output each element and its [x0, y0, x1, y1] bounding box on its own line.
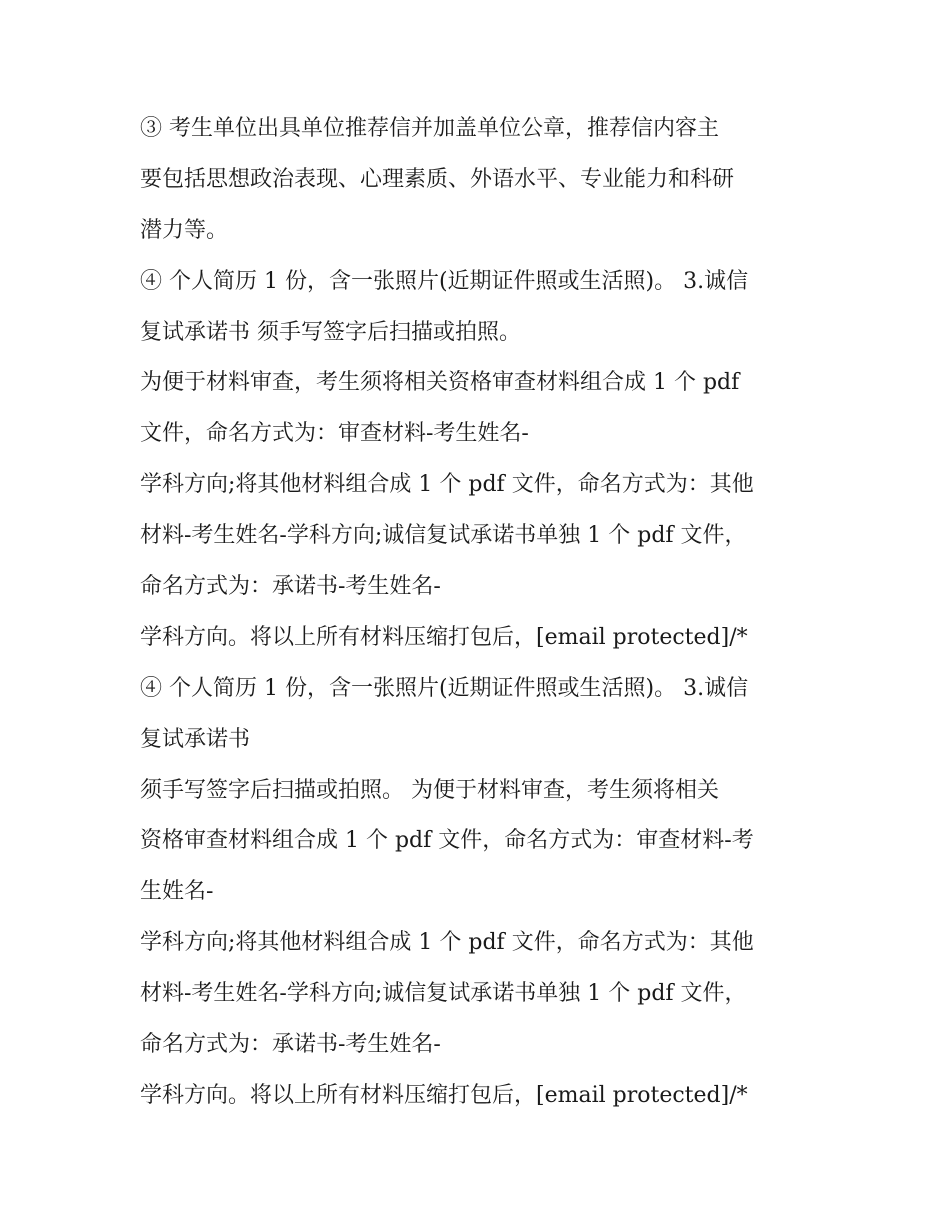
text-line-1: ③ 考生单位出具单位推荐信并加盖单位公章，推荐信内容主	[140, 116, 719, 141]
text-line-18: 材料-考生姓名-学科方向;诚信复试承诺书单独 1 个 pdf 文件，	[140, 981, 747, 1007]
text-line-9: 材料-考生姓名-学科方向;诚信复试承诺书单独 1 个 pdf 文件，	[140, 523, 747, 549]
text-line-2: 要包括思想政治表现、心理素质、外语水平、专业能力和科研	[140, 166, 735, 192]
text-line-5: 复试承诺书 须手写签字后扫描或拍照。	[140, 319, 521, 345]
text-line-7: 文件，命名方式为：审查材料-考生姓名-	[140, 421, 529, 447]
text-line-4: ④ 个人简历 1 份，含一张照片(近期证件照或生活照)。 3.诚信	[140, 268, 749, 294]
text-line-14: 须手写签字后扫描或拍照。 为便于材料审查，考生须将相关	[140, 777, 719, 803]
text-line-11: 学科方向。将以上所有材料压缩打包后，[email protected]/*	[140, 624, 748, 650]
text-line-6: 为便于材料审查，考生须将相关资格审查材料组合成 1 个 pdf	[140, 370, 740, 396]
text-line-13: 复试承诺书	[140, 726, 251, 752]
text-line-3: 潜力等。	[140, 217, 229, 243]
document-body	[140, 104, 820, 1122]
text-line-10: 命名方式为：承诺书-考生姓名-	[140, 574, 441, 600]
text-line-16: 生姓名-	[140, 879, 214, 905]
text-line-12: ④ 个人简历 1 份，含一张照片(近期证件照或生活照)。 3.诚信	[140, 675, 749, 701]
text-line-19: 命名方式为：承诺书-考生姓名-	[140, 1032, 441, 1058]
text-line-8: 学科方向;将其他材料组合成 1 个 pdf 文件，命名方式为：其他	[140, 472, 754, 498]
text-line-17: 学科方向;将其他材料组合成 1 个 pdf 文件，命名方式为：其他	[140, 930, 754, 956]
text-line-15: 资格审查材料组合成 1 个 pdf 文件，命名方式为：审查材料-考	[140, 828, 754, 854]
text-line-20: 学科方向。将以上所有材料压缩打包后，[email protected]/*	[140, 1082, 748, 1108]
